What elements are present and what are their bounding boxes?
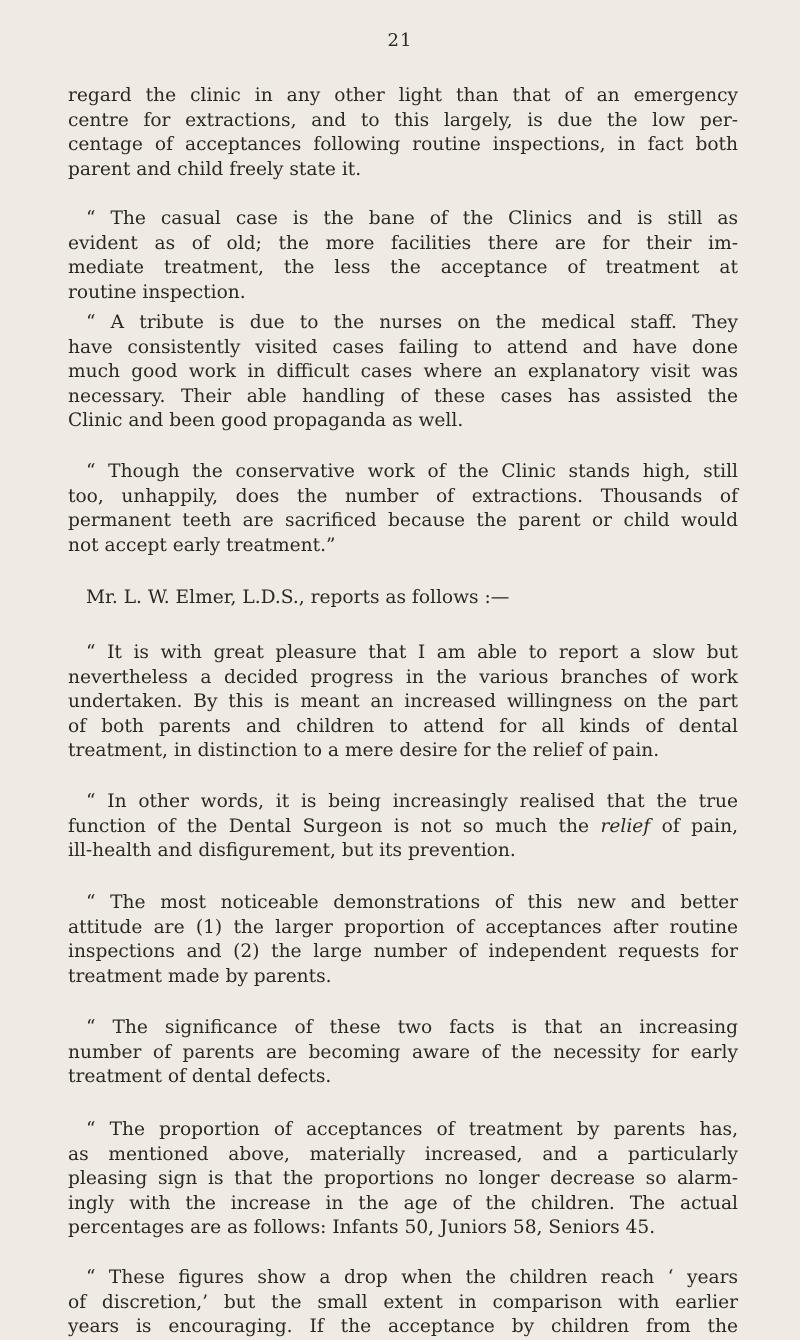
text-line: “ The significance of these two facts is that an increasing (86, 1017, 738, 1038)
text-line: “ A tribute is due to the nurses on the medical staff. They (86, 312, 738, 333)
text-line: have consistently visited cases failing to attend and have done (68, 336, 738, 358)
text-line: treatment of dental defects. (68, 1066, 332, 1088)
text-line: undertaken. By this is meant an increased willingness on the part (68, 691, 738, 713)
text-line: “ The most noticeable demonstrations of this new and better (86, 892, 738, 913)
text-line: ingly with the increase in the age of the children. The actual (68, 1192, 738, 1214)
text-line: centage of acceptances following routine inspections, in fact both (68, 134, 738, 156)
paragraph (68, 790, 738, 864)
text-line: ill-health and disfigurement, but its prevention. (68, 840, 516, 862)
paragraph (68, 1016, 738, 1090)
text-line: parent and child freely state it. (68, 158, 362, 180)
paragraph (68, 1266, 738, 1340)
text-line: treatment, in distinction to a mere desire for the relief of pain. (68, 740, 660, 762)
text-line: evident as of old; the more facilities there are for their im- (68, 232, 738, 254)
text-line: regard the clinic in any other light than that of an emergency (68, 85, 738, 106)
text-line: of both parents and children to attend for all kinds of dental (68, 715, 738, 737)
text-line: pleasing sign is that the proportions no longer decrease so alarm- (68, 1168, 738, 1190)
text-line: nevertheless a decided progress in the various branches of work (68, 666, 738, 688)
text-line: permanent teeth are sacrificed because the parent or child would (68, 510, 738, 532)
text-line: treatment made by parents. (68, 965, 332, 987)
text-line: of discretion,’ but the small extent in comparison with earlier (68, 1291, 738, 1313)
text-line: centre for extractions, and to this largely, is due the low per- (68, 109, 738, 131)
text-line: as mentioned above, materially increased, and a particularly (68, 1143, 738, 1165)
text-line: number of parents are becoming aware of the necessity for early (68, 1041, 738, 1063)
paragraph (68, 311, 738, 434)
text-line: “ Though the conservative work of the Clinic stands high, still (86, 461, 738, 482)
text-line: “ These figures show a drop when the children reach ‘ years (86, 1267, 738, 1288)
paragraph (68, 586, 738, 611)
text-line: attitude are (1) the larger proportion of acceptances after routine (68, 916, 738, 938)
text-line: percentages are as follows: Infants 50, Juniors 58, Seniors 45. (68, 1217, 656, 1239)
text-line: “ It is with great pleasure that I am able to report a slow but (86, 642, 738, 663)
text-line: “ The casual case is the bane of the Clinics and is still as (86, 208, 738, 229)
paragraph (68, 460, 738, 558)
paragraph (68, 84, 738, 182)
text-line: function of the Dental Surgeon is not so much the relief of pain, (68, 815, 738, 837)
text-line: mediate treatment, the less the acceptance of treatment at (68, 257, 738, 279)
text-line: not accept early treatment.” (68, 534, 336, 556)
text-line: routine inspection. (68, 281, 246, 303)
text-line: much good work in difficult cases where an explanatory visit was (68, 361, 738, 383)
text-line: Clinic and been good propaganda as well. (68, 410, 464, 432)
text-line: “ In other words, it is being increasingly realised that the true (86, 791, 738, 812)
paragraph (68, 1118, 738, 1241)
paragraph (68, 207, 738, 305)
text-line: necessary. Their able handling of these cases has assisted the (68, 385, 738, 407)
text-line: “ The proportion of acceptances of treatment by parents has, (86, 1119, 738, 1140)
text-line: years is encouraging. If the acceptance by children from the (68, 1316, 738, 1338)
page-number: 21 (387, 30, 413, 51)
paragraph (68, 641, 738, 764)
text-line: Mr. L. W. Elmer, L.D.S., reports as follows :— (86, 587, 510, 608)
text-line: too, unhappily, does the number of extractions. Thousands of (68, 485, 738, 507)
paragraph (68, 891, 738, 989)
text-line: inspections and (2) the large number of independent requests for (68, 941, 738, 963)
